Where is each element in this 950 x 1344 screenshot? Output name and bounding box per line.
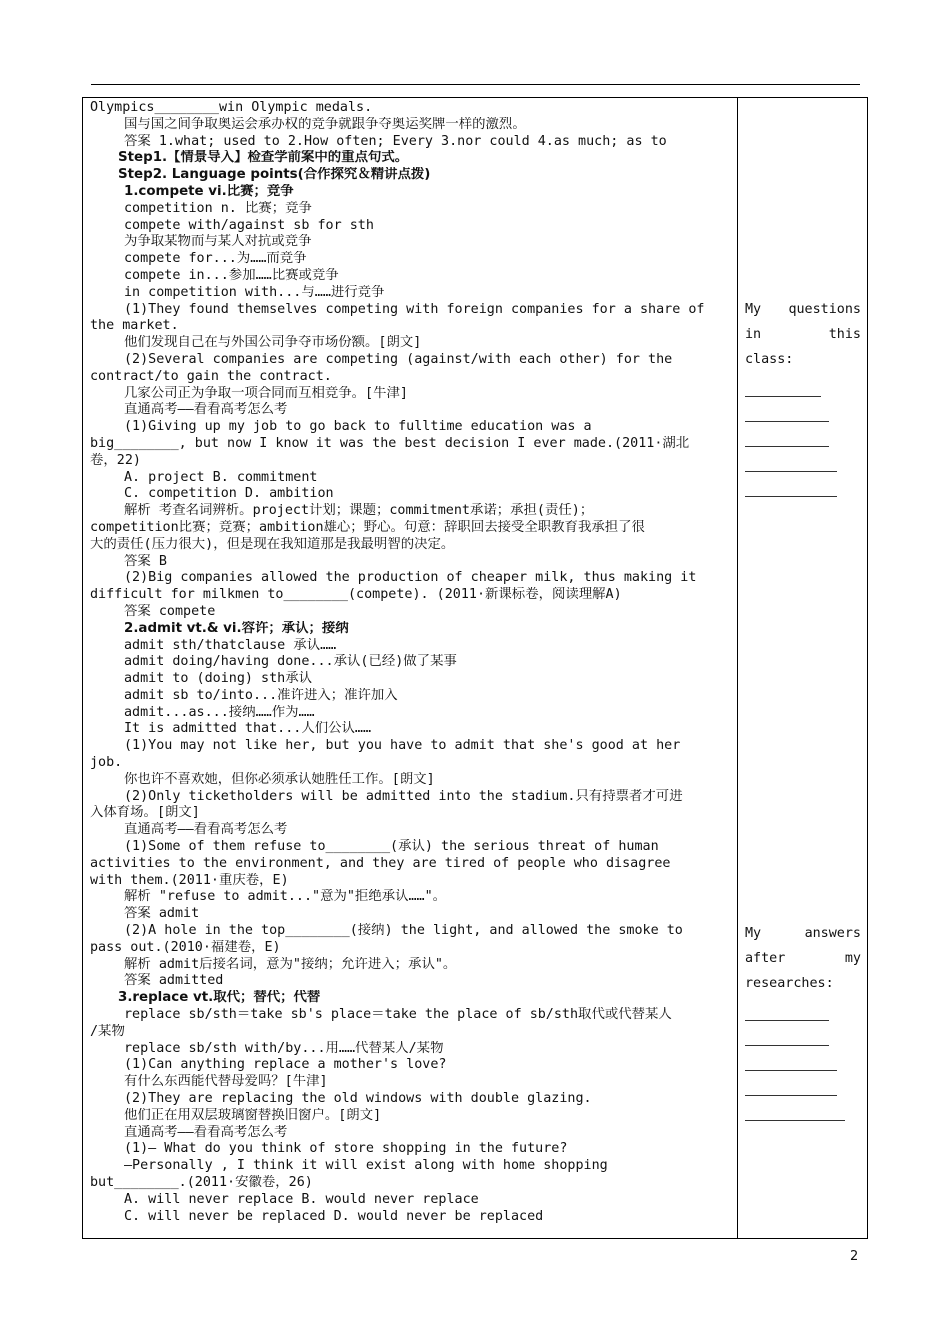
answer-blank[interactable] [745,472,837,497]
answer-blank[interactable] [745,1096,845,1121]
text-line: 他们发现自己在与外国公司争夺市场份额。[朗文] [124,335,422,351]
text-line: It is admitted that...人们公认…… [124,721,372,737]
text-line: 几家公司正为争取一项合同而互相竞争。[牛津] [124,385,408,401]
text-line: 你也许不喜欢她，但你必须承认她胜任工作。[朗文] [124,771,435,787]
text-line: replace sb/sth＝take sb's place＝take the place of sb/sth取代或代替某人 [124,1007,672,1023]
page-number: 2 [850,1249,859,1264]
text-line: —Personally , I think it will exist along with home shopping [124,1158,608,1174]
text-line: A. project B. commitment [124,469,318,485]
text-line: 答案 admitted [124,973,224,989]
text-line: 3.replace vt.取代；替代；代替 [118,990,321,1006]
text-line: (1)You may not like her, but you have to admit that she's good at her [124,738,681,754]
text-line: (2)A hole in the top________(接纳) the light, and allowed the smoke to [124,923,683,939]
side-word: questions [788,302,861,317]
text-line: admit to (doing) sth承认 [124,671,313,687]
main-content [90,100,730,1225]
text-line: admit...as...接纳……作为…… [124,704,315,720]
text-line: big________, but now I know it was the best decision I ever made.(2011·湖北 [90,435,690,451]
text-line: (1)Can anything replace a mother's love? [124,1057,447,1073]
column-divider [737,98,738,1238]
text-line: Step2. Language points(合作探究＆精讲点拨) [118,167,431,183]
text-line: 解析 admit后接名词，意为"接纳；允许进入；承认"。 [124,956,457,972]
answer-blank[interactable] [745,1046,837,1071]
text-line: 为争取某物而与某人对抗或竞争 [124,234,312,250]
text-line: 答案 1.what; used to 2.How often; Every 3.nor could 4.as much; as to [124,133,667,149]
text-line: 直通高考——看看高考怎么考 [124,402,288,418]
text-line: competition比赛；竞赛；ambition雄心；野心。句意：辞职回去接受全职教育我承担了很 [90,519,645,535]
text-line: (1)— What do you think of store shopping in the future? [124,1141,568,1157]
my-answers-panel [745,921,861,1121]
text-line: 1.compete vi.比赛；竞争 [124,183,294,199]
text-line: 答案 admit [124,906,200,922]
text-line: 入体育场。[朗文] [90,805,200,821]
answer-blank[interactable] [745,422,829,447]
side-word: after [745,951,786,966]
text-line: compete for...为……而竞争 [124,251,307,267]
text-line: pass out.(2010·福建卷，E) [90,939,281,955]
side-word: My [745,926,762,941]
text-line: 解析 "refuse to admit..."意为"拒绝承认……"。 [124,889,447,905]
text-line: difficult for milkmen to________(compete). (2011·新课标卷，阅读理解A) [90,587,622,603]
text-line: compete in...参加……比赛或竞争 [124,267,339,283]
answer-blank[interactable] [745,397,829,422]
text-line: the market. [90,318,179,334]
text-line: (2)Only ticketholders will be admitted into the stadium.只有持票者才可进 [124,788,683,804]
text-line: admit sth/thatclause 承认…… [124,637,337,653]
text-line: but________.(2011·安徽卷，26) [90,1175,313,1190]
text-line: 国与国之间争取奥运会承办权的竞争就跟争夺奥运奖牌一样的激烈。 [124,116,526,132]
text-line: 2.admit vt.& vi.容许；承认；接纳 [124,620,349,636]
text-line: job. [90,755,123,771]
header-rule [91,84,860,85]
text-line: 大的责任(压力很大)，但是现在我知道那是我最明智的决定。 [90,536,455,552]
side-word: researches: [745,976,834,991]
answer-blank[interactable] [745,1071,837,1096]
text-line: /某物 [90,1023,125,1039]
side-word: My [745,302,762,317]
text-line: (1)They found themselves competing with foreign companies for a share of [124,301,705,317]
text-line: compete with/against sb for sth [124,217,374,233]
text-line: activities to the environment, and they are tired of people who disagree [90,855,671,871]
text-line: C. will never be replaced D. would never be replaced [124,1208,544,1224]
text-line: 他们正在用双层玻璃窗替换旧窗户。[朗文] [124,1107,382,1123]
answer-blank[interactable] [745,996,829,1021]
side-word: this [828,327,861,342]
answer-blank[interactable] [745,372,821,397]
text-line: competition n. 比赛；竞争 [124,200,312,216]
text-line: admit sb to/into...准许进入；准许加入 [124,687,398,703]
answer-blank[interactable] [745,447,837,472]
lesson-table [82,97,868,1239]
text-line: 有什么东西能代替母爱吗？[牛津] [124,1074,328,1090]
text-line: 答案 B [124,553,167,569]
text-line: (2)They are replacing the old windows with double glazing. [124,1091,592,1107]
side-word: my [844,951,861,966]
side-word: class: [745,352,794,367]
text-line: contract/to gain the contract. [90,368,332,384]
text-line: 解析 考查名词辨析。project计划；课题；commitment承诺；承担(责任)； [124,503,594,519]
text-line: 答案 compete [124,603,216,619]
text-line: replace sb/sth with/by...用……代替某人/某物 [124,1040,444,1056]
text-line: Step1.【情景导入】检查学前案中的重点句式。 [118,150,409,166]
text-line: A. will never replace B. would never replace [124,1191,479,1207]
side-word: answers [804,926,861,941]
text-line: (1)Giving up my job to go back to fulltime education was a [124,419,592,435]
text-line: with them.(2011·重庆卷，E) [90,872,289,888]
text-line: in competition with...与……进行竞争 [124,284,385,300]
text-line: 直通高考——看看高考怎么考 [124,822,288,838]
answer-blank[interactable] [745,1021,829,1046]
text-line: (2)Several companies are competing (against/with each other) for the [124,351,673,367]
text-line: 直通高考——看看高考怎么考 [124,1124,288,1140]
text-line: (2)Big companies allowed the production of cheaper milk, thus making it [124,570,697,586]
text-line: (1)Some of them refuse to________(承认) the serious threat of human [124,839,659,855]
text-line: admit doing/having done...承认(已经)做了某事 [124,654,457,670]
side-word: in [745,327,762,342]
text-line: C. competition D. ambition [124,486,334,502]
text-line: Olympics________win Olympic medals. [90,100,373,115]
text-line: 卷，22) [90,452,141,468]
my-questions-panel [745,297,861,497]
